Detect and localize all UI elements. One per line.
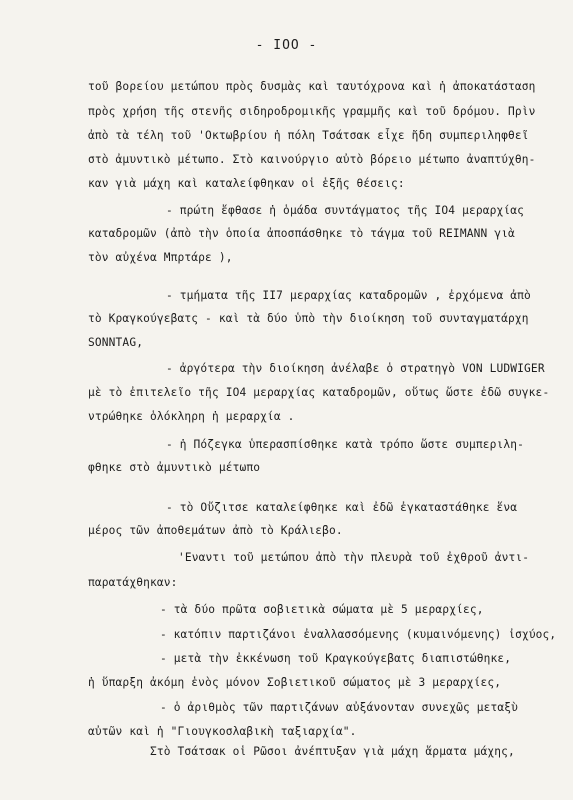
text-line: - κατόπιν παρτιζάνοι ἐναλλασσόμενης (κυμαινόμενης) ἰσχύος, (160, 627, 557, 641)
text-line: SONNTAG, (88, 336, 144, 350)
text-line: - τμήματα τῆς II7 μεραρχίας καταδρομῶν , ἐρχόμενα ἀπὸ (166, 288, 531, 302)
text-line: Στὸ Τσάτσακ οἱ Ρῶσοι ἀνέπτυξαν γιὰ μάχη ἅρματα μάχης, (150, 745, 515, 759)
text-line: ἡ ὕπαρξη ἀκόμη ἑνὸς μόνον Σοβιετικοῦ σώματος μὲ 3 μεραρχίες, (88, 676, 502, 690)
text-line: - ὁ ἀριθμὸς τῶν παρτιζάνων αὐξάνονταν συνεχῶς μεταξὺ (160, 701, 519, 715)
text-line: ἀπὸ τὰ τέλη τοῦ 'Οκτωβρίου ἡ πόλη Τσάτσακ εἶχε ἤδη συμπεριληφθεῖ (88, 129, 529, 143)
text-line: καν γιὰ μάχη καὶ καταλείφθηκαν οἱ ἑξῆς θέσεις: (88, 176, 405, 190)
text-line: καταδρομῶν (ἀπὸ τὴν ὁποία ἀποσπάσθηκε τὸ τάγμα τοῦ REIMANN γιὰ (88, 227, 515, 241)
page-number: - IOO - (255, 38, 318, 53)
text-line: στὸ ἀμυντικὸ μέτωπο. Στὸ καινούργιο αὐτὸ βόρειο μέτωπο ἀναπτύχθη- (88, 152, 536, 166)
text-line: αὐτῶν καὶ ἡ "Γιουγκοσλαβικὴ ταξιαρχία". (88, 725, 357, 739)
text-line: ντρώθηκε ὁλόκληρη ἡ μεραρχία . (88, 409, 295, 423)
text-line: παρατάχθηκαν: (88, 576, 178, 590)
text-line: - ἀργότερα τὴν διοίκηση ἀνέλαβε ὁ στρατηγὸ VON LUDWIGER (166, 362, 545, 376)
text-line: φθηκε στὸ ἀμυντικὸ μέτωπο (88, 461, 261, 475)
text-line: τοῦ βορείου μετώπου πρὸς δυσμὰς καὶ ταυτόχρονα καὶ ἡ ἀποκατάσταση (88, 80, 536, 94)
text-line: - μετὰ τὴν ἐκκένωση τοῦ Κραγκούγεβατς διαπιστώθηκε, (160, 652, 512, 666)
text-line: - τὰ δύο πρῶτα σοβιετικὰ σώματα μὲ 5 μεραρχίες, (160, 602, 484, 616)
text-line: - ἡ Πόζεγκα ὑπερασπίσθηκε κατὰ τρόπο ὥστε συμπεριλη- (166, 437, 525, 451)
text-line: πρὸς χρήση τῆς στενῆς σιδηροδρομικῆς γραμμῆς καὶ τοῦ δρόμου. Πρὶν (88, 105, 536, 119)
text-line: - τὸ Οὔζιτσε καταλείφθηκε καὶ ἐδῶ ἐγκαταστάθηκε ἕνα (166, 500, 518, 514)
text-line: μὲ τὸ ἐπιτελεῖο τῆς IO4 μεραρχίας καταδρομῶν, οὕτως ὥστε ἐδῶ συγκε- (88, 386, 550, 399)
text-line: - πρώτη ἔφθασε ἡ ὁμάδα συντάγματος τῆς IO4 μεραρχίας (166, 203, 525, 217)
text-line: 'Εναντι τοῦ μετώπου ἀπὸ τὴν πλευρὰ τοῦ ἐχθροῦ ἀντι- (178, 551, 530, 565)
text-line: τὸ Κραγκούγεβατς - καὶ τὰ δύο ὑπὸ τὴν διοίκηση τοῦ συνταγματάρχη (88, 312, 529, 326)
text-line: τὸν αὐχένα Μπρτάρε ), (88, 251, 233, 265)
text-line: μέρος τῶν ἀποθεμάτων ἀπὸ τὸ Κράλιεβο. (88, 524, 343, 538)
